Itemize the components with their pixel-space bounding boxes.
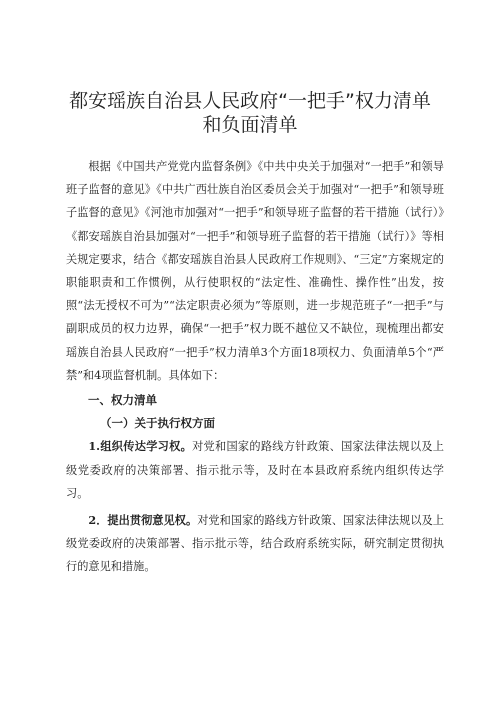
section-heading-power-list: 一、权力清单 bbox=[88, 393, 157, 408]
intro-paragraph: 根据《中国共产党党内监督条例》《中共中央关于加强对“一把手”和领导班子监督的意见》《中共广西壮族自治区委员会关于加强对“一把手”和领导班子监督的意见》《河池市加强对“一把手”和领导班子监督的若干措施（试行）》《都安瑶族自治县加强对“一把手”和领导班子监督的若干措施（试行）》等相关规定要求，结合《都安瑶族自治县人民政府工作规则》、“三定”方案规定的职能职责和工作惯例，从行使职权的“法定性、准确性、操作性”出发，按照“法无授权不可为”“法定职责必须为”等原则，进一步规范班子“一把手”与副职成员的权力边界，确保“一把手”权力既不越位又不缺位，现梳理出都安瑶族自治县人民政府“一把手”权力清单3个方面18项权力、负面清单5个“严禁”和4项监督机制。具体如下： bbox=[66, 160, 444, 382]
item-label: 1.组织传达学习权。 bbox=[88, 439, 193, 454]
document-title-line-1: 都安瑶族自治县人民政府“一把手”权力清单 bbox=[69, 90, 431, 112]
list-item bbox=[66, 435, 444, 505]
subsection-heading-execution: （一）关于执行权方面 bbox=[100, 416, 215, 431]
document-body bbox=[66, 155, 444, 579]
item-text: 对党和国家的路线方针政策、国家法律法规以及上级党委政府的决策部署、指示批示等，结合政府系统实际，研究制定贯彻执行的意见和措施。 bbox=[66, 514, 444, 574]
item-text: 对党和国家的路线方针政策、国家法律法规以及上级党委政府的决策部署、指示批示等，及时在本县政府系统内组织传达学习。 bbox=[66, 440, 444, 500]
list-item bbox=[66, 509, 444, 579]
document-title-line-2: 和负面清单 bbox=[202, 114, 298, 136]
item-label: 2．提出贯彻意见权。 bbox=[88, 513, 198, 528]
